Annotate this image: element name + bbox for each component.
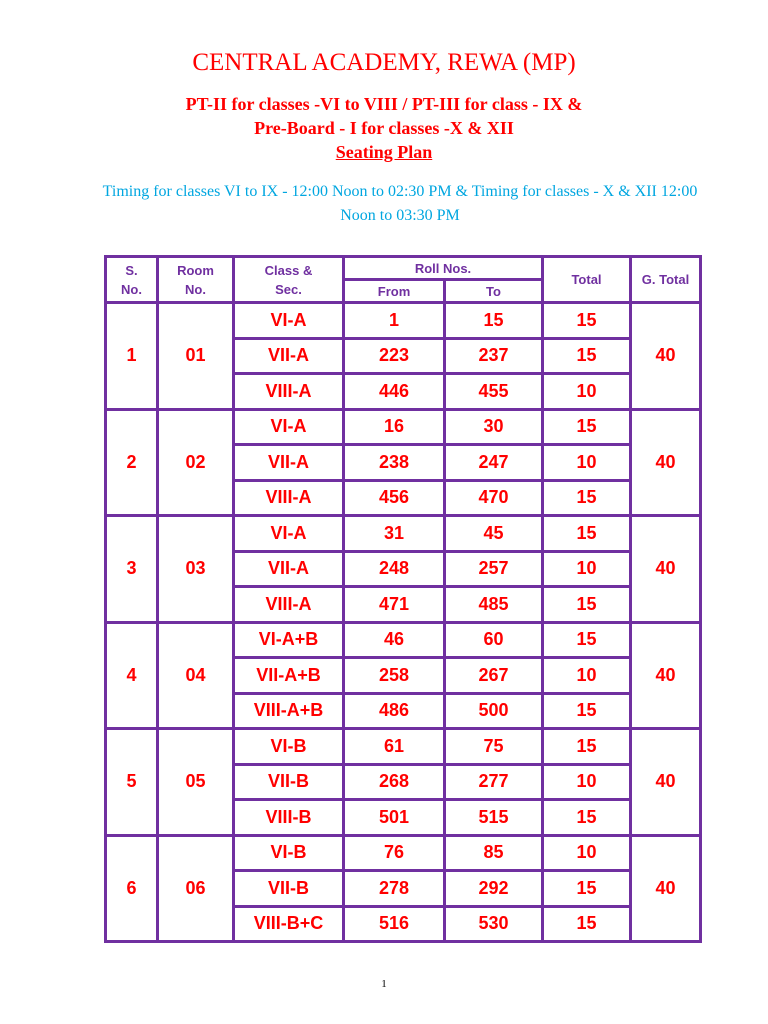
exam-subtitle-line-1: PT-II for classes -VI to VIII / PT-III for class - IX & (185, 94, 583, 114)
roll-to-cell: 45 (445, 516, 543, 552)
serial-number-cell: 4 (106, 622, 158, 729)
seating-plan-heading-wrap (0, 140, 768, 164)
page-number: 1 (381, 978, 387, 990)
total-cell: 15 (543, 906, 631, 942)
roll-from-cell: 516 (344, 906, 445, 942)
header-room-number: Room No. (158, 257, 234, 303)
class-section-cell: VIII-B (234, 800, 344, 836)
roll-to-cell: 60 (445, 622, 543, 658)
class-section-cell: VII-B (234, 871, 344, 907)
class-section-cell: VII-B (234, 764, 344, 800)
class-section-cell: VII-A (234, 445, 344, 481)
roll-to-cell: 85 (445, 835, 543, 871)
header-total: Total (543, 257, 631, 303)
class-section-cell: VIII-A (234, 374, 344, 410)
class-section-cell: VI-B (234, 729, 344, 765)
grand-total-cell: 40 (631, 516, 701, 623)
total-cell: 15 (543, 480, 631, 516)
total-cell: 15 (543, 729, 631, 765)
serial-number-cell: 3 (106, 516, 158, 623)
total-cell: 10 (543, 658, 631, 694)
serial-number-cell: 2 (106, 409, 158, 516)
roll-to-cell: 470 (445, 480, 543, 516)
grand-total-cell: 40 (631, 729, 701, 836)
roll-to-cell: 455 (445, 374, 543, 410)
roll-from-cell: 61 (344, 729, 445, 765)
exam-subtitle-line-2: Pre-Board - I for classes -X & XII (254, 118, 514, 138)
exam-timing: Timing for classes VI to IX - 12:00 Noon to 02:30 PM & Timing for classes - X & XII 12:00 Noon to 03:30 PM (102, 183, 698, 224)
roll-to-cell: 30 (445, 409, 543, 445)
roll-from-cell: 456 (344, 480, 445, 516)
room-number-cell: 05 (158, 729, 234, 836)
class-section-cell: VIII-B+C (234, 906, 344, 942)
total-cell: 15 (543, 800, 631, 836)
seating-plan-heading: Seating Plan (335, 142, 433, 162)
class-section-cell: VII-A+B (234, 658, 344, 694)
roll-to-cell: 292 (445, 871, 543, 907)
header-grand-total: G. Total (631, 257, 701, 303)
roll-from-cell: 501 (344, 800, 445, 836)
roll-to-cell: 237 (445, 338, 543, 374)
table-row (106, 303, 701, 339)
total-cell: 15 (543, 693, 631, 729)
roll-to-cell: 15 (445, 303, 543, 339)
room-number-cell: 02 (158, 409, 234, 516)
roll-from-cell: 46 (344, 622, 445, 658)
roll-from-cell: 223 (344, 338, 445, 374)
header-class-section: Class & Sec. (234, 257, 344, 303)
roll-to-cell: 530 (445, 906, 543, 942)
header-roll-to: To (445, 280, 543, 303)
total-cell: 10 (543, 374, 631, 410)
header-roll-numbers: Roll Nos. (344, 257, 543, 280)
class-section-cell: VIII-A (234, 587, 344, 623)
grand-total-cell: 40 (631, 622, 701, 729)
table-row (106, 516, 701, 552)
roll-from-cell: 486 (344, 693, 445, 729)
roll-to-cell: 515 (445, 800, 543, 836)
roll-from-cell: 268 (344, 764, 445, 800)
class-section-cell: VI-A (234, 303, 344, 339)
total-cell: 15 (543, 338, 631, 374)
total-cell: 15 (543, 587, 631, 623)
roll-from-cell: 471 (344, 587, 445, 623)
roll-from-cell: 238 (344, 445, 445, 481)
roll-from-cell: 446 (344, 374, 445, 410)
class-section-cell: VI-A (234, 516, 344, 552)
header-serial-number: S. No. (106, 257, 158, 303)
serial-number-cell: 5 (106, 729, 158, 836)
class-section-cell: VII-A (234, 551, 344, 587)
header-roll-from: From (344, 280, 445, 303)
class-section-cell: VI-B (234, 835, 344, 871)
total-cell: 10 (543, 551, 631, 587)
roll-to-cell: 500 (445, 693, 543, 729)
roll-to-cell: 277 (445, 764, 543, 800)
room-number-cell: 01 (158, 303, 234, 410)
seating-table (104, 255, 702, 943)
roll-from-cell: 1 (344, 303, 445, 339)
roll-from-cell: 76 (344, 835, 445, 871)
total-cell: 15 (543, 871, 631, 907)
table-row (106, 622, 701, 658)
grand-total-cell: 40 (631, 303, 701, 410)
grand-total-cell: 40 (631, 835, 701, 942)
room-number-cell: 03 (158, 516, 234, 623)
class-section-cell: VII-A (234, 338, 344, 374)
class-section-cell: VI-A (234, 409, 344, 445)
roll-to-cell: 75 (445, 729, 543, 765)
roll-to-cell: 267 (445, 658, 543, 694)
total-cell: 15 (543, 516, 631, 552)
class-section-cell: VIII-A (234, 480, 344, 516)
total-cell: 10 (543, 764, 631, 800)
grand-total-cell: 40 (631, 409, 701, 516)
room-number-cell: 04 (158, 622, 234, 729)
total-cell: 10 (543, 445, 631, 481)
class-section-cell: VI-A+B (234, 622, 344, 658)
table-row (106, 835, 701, 871)
roll-to-cell: 485 (445, 587, 543, 623)
roll-from-cell: 278 (344, 871, 445, 907)
table-row (106, 409, 701, 445)
serial-number-cell: 1 (106, 303, 158, 410)
roll-to-cell: 257 (445, 551, 543, 587)
room-number-cell: 06 (158, 835, 234, 942)
page-title: CENTRAL ACADEMY, REWA (MP) (192, 49, 576, 76)
roll-from-cell: 31 (344, 516, 445, 552)
table-row (106, 729, 701, 765)
class-section-cell: VIII-A+B (234, 693, 344, 729)
total-cell: 15 (543, 303, 631, 339)
serial-number-cell: 6 (106, 835, 158, 942)
total-cell: 10 (543, 835, 631, 871)
roll-from-cell: 258 (344, 658, 445, 694)
roll-to-cell: 247 (445, 445, 543, 481)
total-cell: 15 (543, 622, 631, 658)
roll-from-cell: 248 (344, 551, 445, 587)
total-cell: 15 (543, 409, 631, 445)
roll-from-cell: 16 (344, 409, 445, 445)
